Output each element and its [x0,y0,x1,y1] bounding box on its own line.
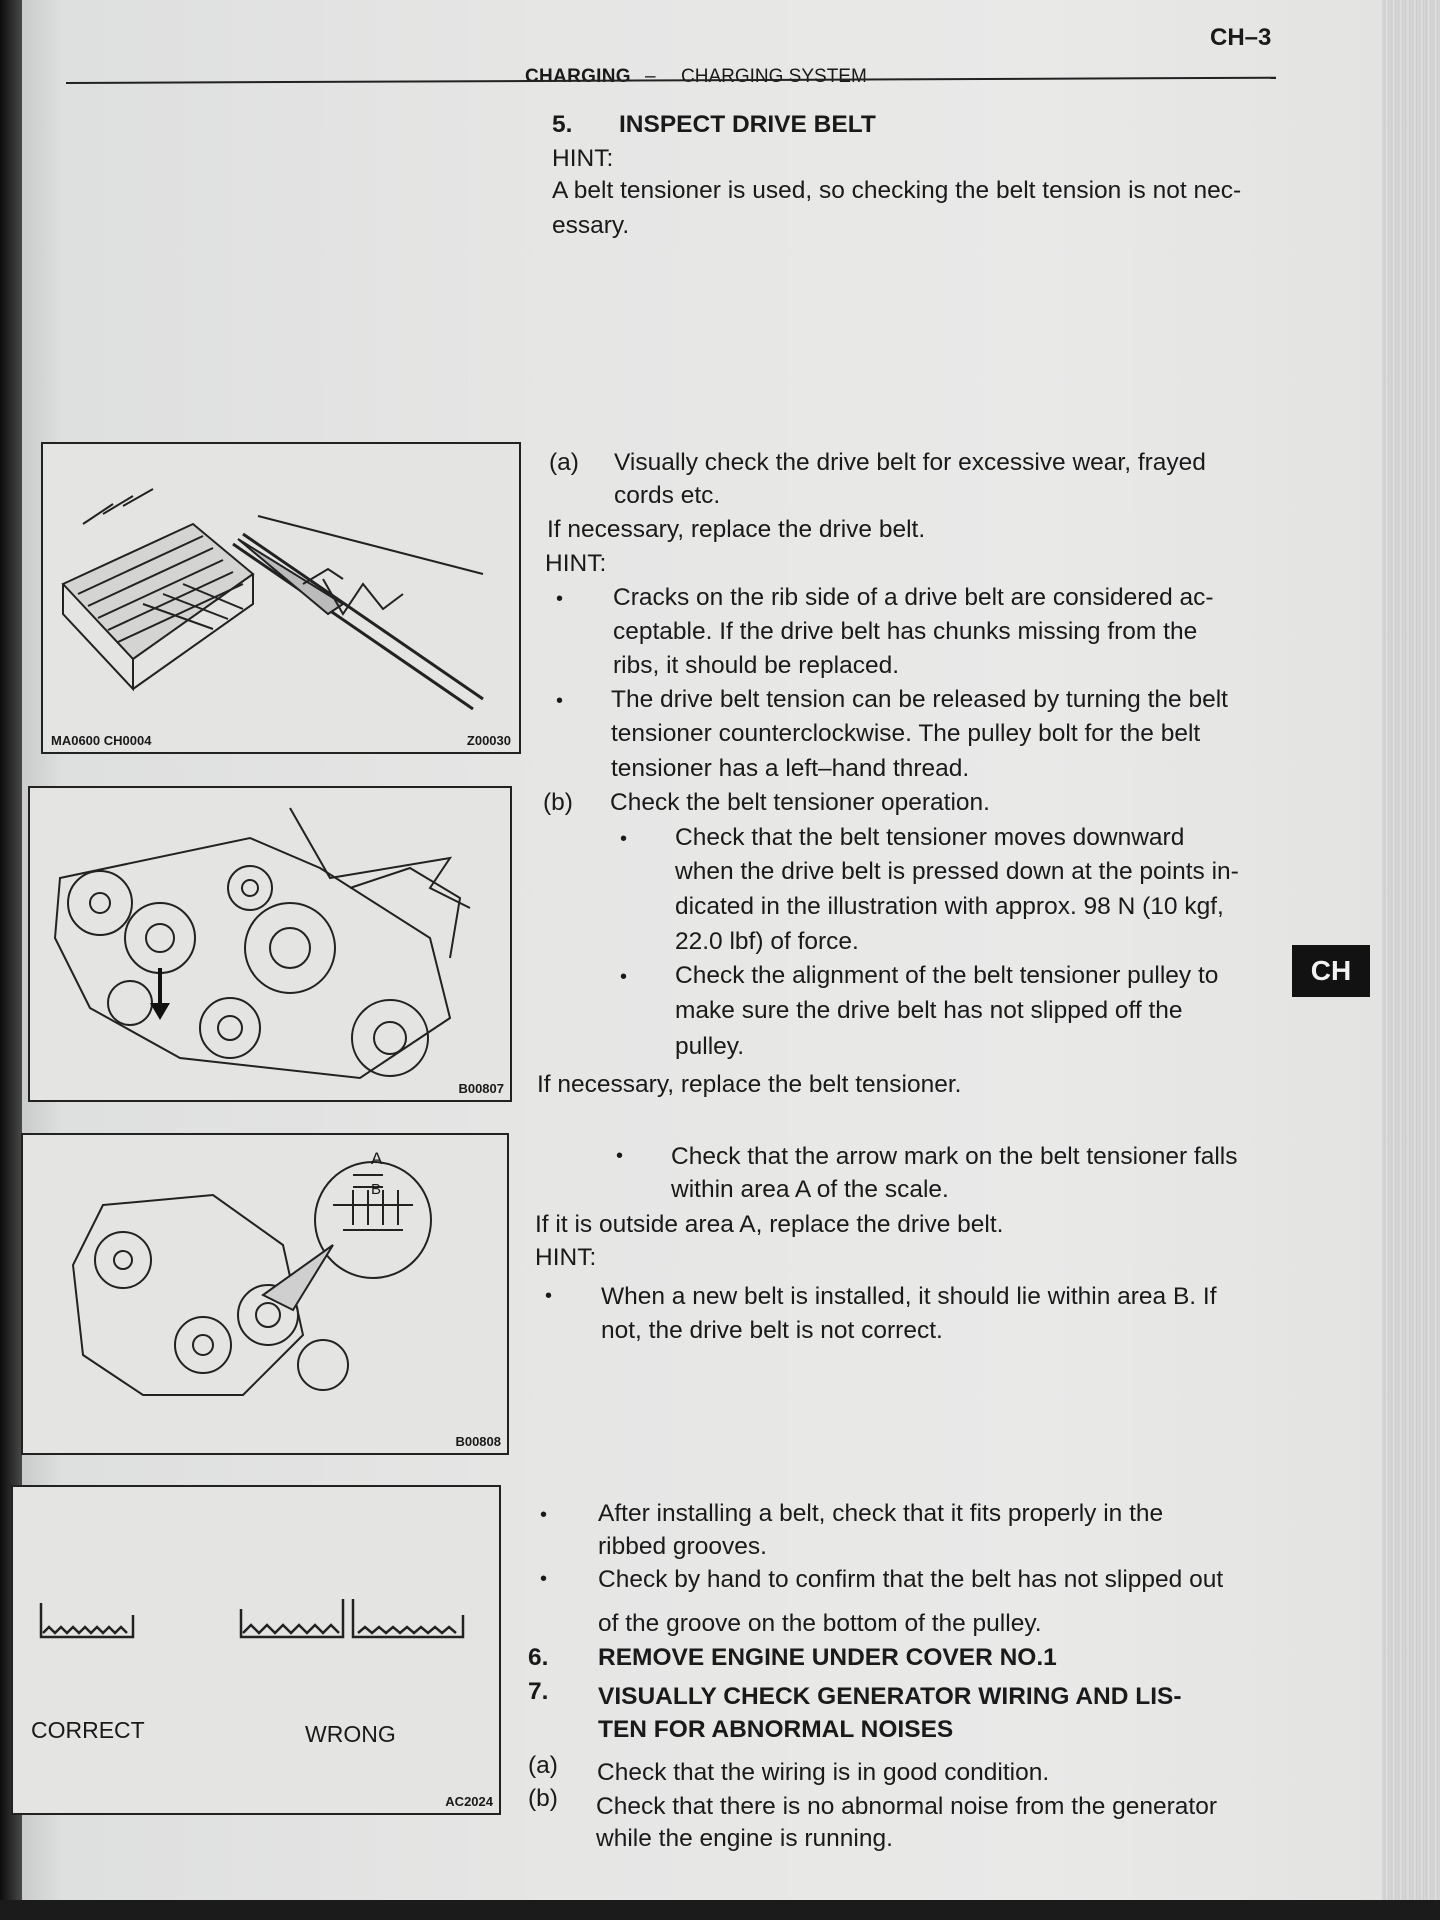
step-5b-outside: If it is outside area A, replace the drive belt. [535,1211,1004,1238]
section-title: CHARGING [525,66,631,87]
step-5b-hint-line: When a new belt is installed, it should lie within area B. If [601,1283,1217,1310]
scale-illustration [23,1135,507,1453]
step-5a-hint-line: ceptable. If the drive belt has chunks missing from the [613,618,1198,645]
page-bottom-shadow [0,1900,1440,1920]
bullet: • [545,1285,553,1307]
bullet: • [540,1504,548,1526]
step-7b-label: (b) [528,1785,558,1812]
step-7a-label: (a) [528,1752,558,1779]
bullet: • [616,1145,624,1167]
page-stack-edge [1382,0,1440,1920]
step-7-number: 7. [528,1678,549,1705]
step-5b-hint-line: not, the drive belt is not correct. [601,1317,943,1344]
step-5b-item: of the groove on the bottom of the pulley. [598,1610,1042,1637]
figure-belt-wear [41,442,521,754]
step-5b-item: Check by hand to confirm that the belt has not slipped out [598,1566,1224,1593]
bullet: • [556,588,564,610]
scale-label-a: A [371,1149,383,1168]
step-5a-hint-label: HINT: [545,550,607,577]
step-5b-item: ribbed grooves. [598,1533,767,1560]
belt-wear-illustration [43,444,519,752]
step-5a-label: (a) [549,449,579,476]
step-5b-item: pulley. [675,1033,745,1060]
figure-code: AC2024 [445,1794,493,1809]
step-5b-label: (b) [543,789,573,816]
step-5a-replace: If necessary, replace the drive belt. [547,516,926,543]
step-5b-item: dicated in the illustration with approx. 98 N (10 kgf, [675,893,1224,920]
step-5-hint-line: essary. [552,212,630,239]
step-7-title: VISUALLY CHECK GENERATOR WIRING AND LIS- [598,1683,1182,1710]
belt-fit-illustration [13,1487,499,1813]
step-5a-line: Visually check the drive belt for excessive wear, frayed [614,449,1206,476]
step-5a-line: cords etc. [614,482,721,509]
wrong-label: WRONG [305,1721,396,1747]
bullet: • [540,1568,548,1590]
scale-label-b: B [371,1181,382,1198]
step-7-title: TEN FOR ABNORMAL NOISES [598,1716,954,1743]
figure-code: B00807 [458,1081,504,1096]
step-6-number: 6. [528,1644,549,1671]
step-5a-hint-line: tensioner counterclockwise. The pulley bolt for the belt [611,720,1201,747]
step-5b-item: Check that the belt tensioner moves downward [675,824,1185,851]
bullet: • [620,966,628,988]
figure-tensioner-scale [21,1133,509,1455]
chapter-tab-ch: CH [1292,945,1370,997]
bullet: • [556,690,564,712]
figure-code: B00808 [455,1434,501,1449]
step-5b-hint-label: HINT: [535,1244,597,1271]
step-7a-text: Check that the wiring is in good condition. [597,1759,1050,1786]
step-5b-item: 22.0 lbf) of force. [675,928,859,955]
section-separator: – [645,66,656,87]
figure-code: MA0600 CH0004 [51,733,152,748]
step-5b-line: Check the belt tensioner operation. [610,789,990,816]
step-5b-item: After installing a belt, check that it fits properly in the [598,1500,1164,1527]
step-5b-item: within area A of the scale. [671,1176,949,1203]
step-5a-hint-line: tensioner has a left–hand thread. [611,755,970,782]
step-7b-text: Check that there is no abnormal noise from the generator [596,1793,1218,1820]
step-5a-hint-line: The drive belt tension can be released by turning the belt [611,686,1228,713]
step-5b-replace: If necessary, replace the belt tensioner. [537,1071,962,1098]
step-7b-text: while the engine is running. [596,1825,893,1852]
step-5b-item: when the drive belt is pressed down at the points in- [675,858,1239,885]
step-5a-hint-line: ribs, it should be replaced. [613,652,899,679]
subsection-title: CHARGING SYSTEM [681,66,867,87]
step-5-number: 5. [552,111,573,138]
bullet: • [620,828,628,850]
page-number: CH–3 [1210,24,1272,51]
step-6-title: REMOVE ENGINE UNDER COVER NO.1 [598,1644,1057,1671]
step-5b-item: make sure the drive belt has not slipped off the [675,997,1183,1024]
step-5a-hint-line: Cracks on the rib side of a drive belt are considered ac- [613,584,1214,611]
figure-belt-fit [11,1485,501,1815]
figure-tensioner-operation [28,786,512,1102]
correct-label: CORRECT [31,1717,145,1743]
figure-code: Z00030 [466,733,511,748]
tensioner-illustration [30,788,510,1100]
step-5-title: INSPECT DRIVE BELT [619,111,876,138]
step-5-hint-label: HINT: [552,145,614,172]
step-5-hint-line: A belt tensioner is used, so checking the belt tension is not nec- [552,177,1242,204]
step-5b-item: Check the alignment of the belt tensioner pulley to [675,962,1219,989]
step-5b-item: Check that the arrow mark on the belt tensioner falls [671,1143,1238,1170]
